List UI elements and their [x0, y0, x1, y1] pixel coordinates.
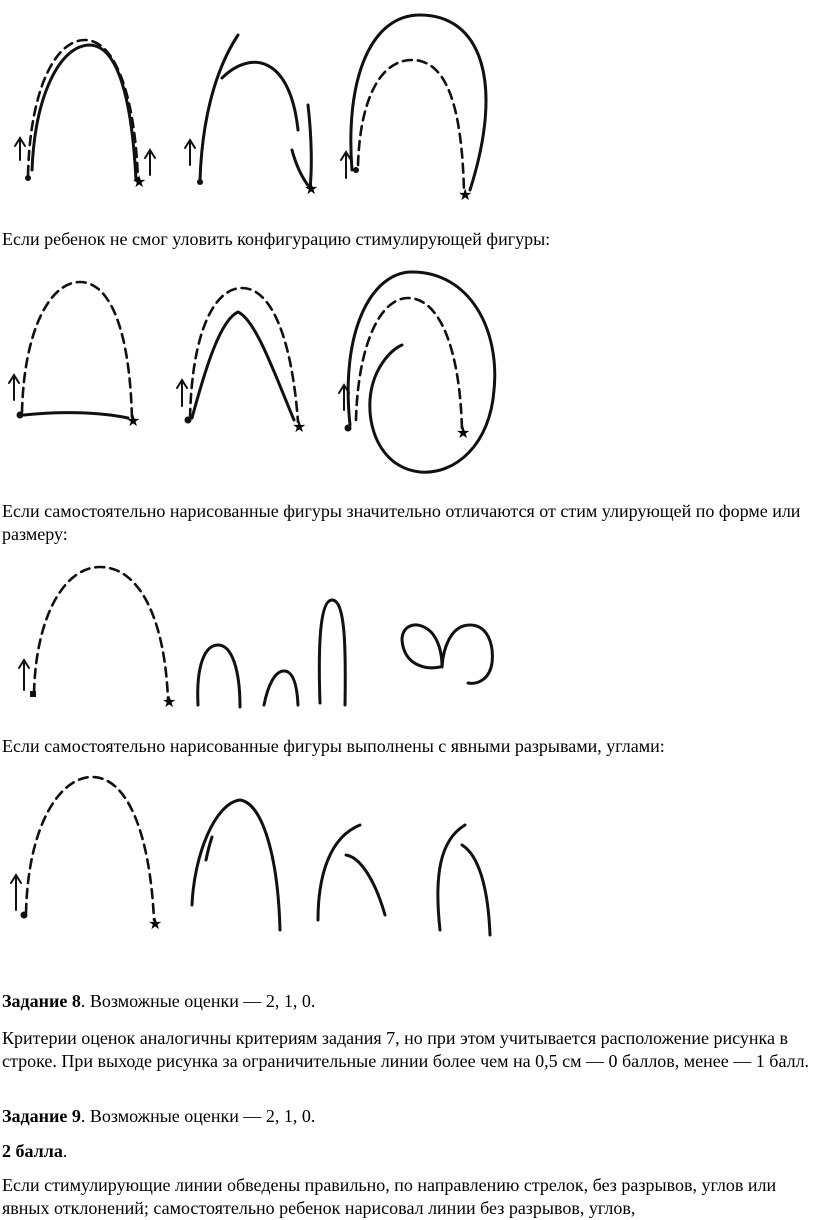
drawing-small-arches [198, 600, 493, 707]
drawing-arches-with-breaks [192, 800, 490, 935]
figure-row-3 [0, 555, 816, 725]
task9-score-heading [2, 1140, 814, 1163]
task9-heading [2, 1105, 814, 1128]
drawing-stimulus-dashed [19, 567, 176, 711]
caption-2: Если самостоятельно нарисованные фигуры значительно отличаются от стим улирующей по форме или размеру: [2, 501, 801, 544]
drawing-pointed-arch [177, 288, 306, 436]
task9-score: 2 балла [2, 1141, 63, 1161]
drawing-arch-traced [15, 40, 155, 191]
task9-title: Задание 9 [2, 1106, 81, 1126]
drawing-arch-oversized [341, 15, 486, 204]
caption-1: Если ребенок не смог уловить конфигурацию стимулирующей фигуры: [2, 229, 551, 249]
svg-text:★: ★ [292, 417, 307, 436]
drawing-spiral [339, 272, 495, 472]
task9-score-rest: . [62, 1141, 68, 1161]
task8-criteria: Критерии оценок аналогичны критериям задания 7, но при этом учитывается расположение рисунка в строке. При выходе рисунка за ограничительные линии более чем на 0,5 см — 0 баллов, менее — 1 балл. [2, 1028, 810, 1071]
caption-3: Если самостоятельно нарисованные фигуры выполнены с явными разрывами, углами: [2, 736, 665, 756]
svg-text:★: ★ [456, 423, 471, 442]
task8-heading [2, 990, 814, 1013]
svg-text:★: ★ [132, 172, 147, 191]
task9-scores: . Возможные оценки — 2, 1, 0. [80, 1106, 316, 1126]
svg-text:★: ★ [126, 411, 141, 430]
svg-text:★: ★ [148, 914, 163, 933]
svg-text:★: ★ [162, 692, 177, 711]
figure-row-4 [0, 765, 816, 945]
figure-row-2 [0, 260, 816, 485]
svg-text:★: ★ [304, 179, 319, 198]
task8-title: Задание 8 [2, 991, 81, 1011]
task8-scores: . Возможные оценки — 2, 1, 0. [80, 991, 316, 1011]
svg-text:★: ★ [458, 185, 473, 204]
drawing-arch-broken [185, 35, 318, 198]
figure-row-1 [0, 0, 816, 220]
drawing-flat-line [9, 282, 140, 430]
task9-criteria: Если стимулирующие линии обведены правильно, по направлению стрелок, без разрывов, углов или явных отклонений; самостоятельно ребенок нарисовал линии без разрывов, углов, [2, 1175, 777, 1218]
drawing-stimulus-dashed-2 [11, 777, 162, 933]
